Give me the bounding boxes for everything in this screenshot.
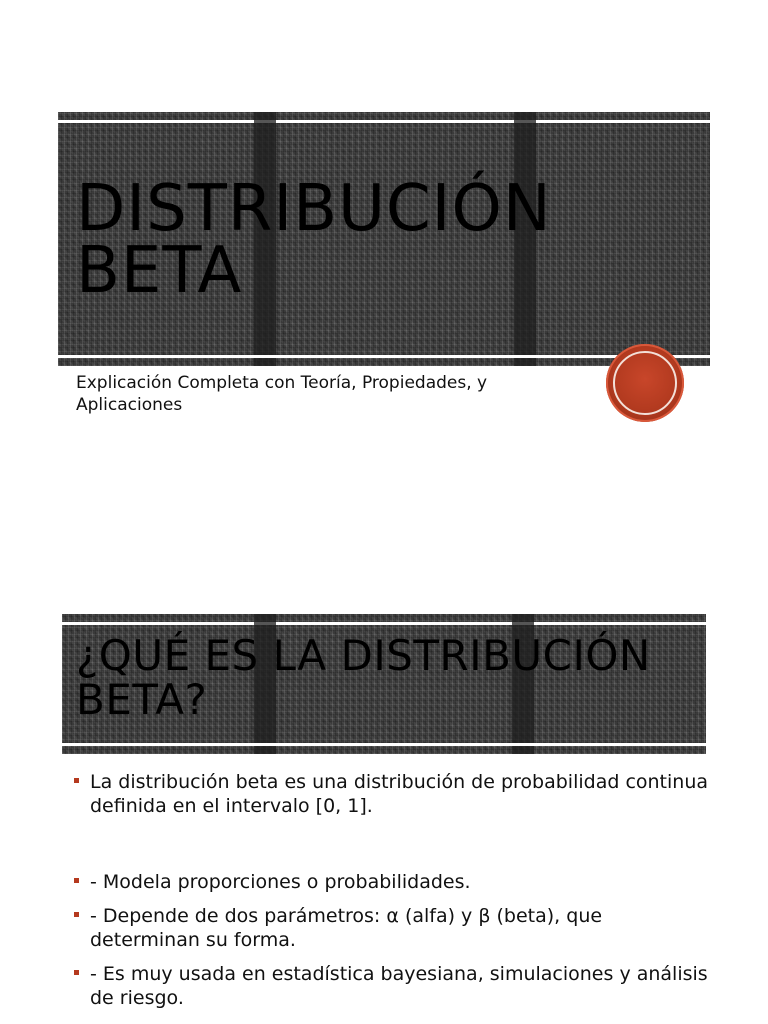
list-item-text: - Es muy usada en estadística bayesiana, simulaciones y análisis de riesgo. [90,963,708,1009]
bullet-square-icon [74,912,79,917]
list-item [72,904,712,952]
slide-subtitle: Explicación Completa con Teoría, Propiedades, y Aplicaciones [76,373,488,415]
list-item [72,770,712,818]
section-heading [76,631,696,724]
list-item-text: - Depende de dos parámetros: α (alfa) y β (beta), que determinan su forma. [90,905,603,951]
circle-badge-icon [606,344,684,422]
slide-title [76,172,676,308]
list-item [72,962,712,1010]
section-heading-line-2: BETA? [76,675,208,724]
bullet-square-icon [74,878,79,883]
slide-title-line-1: DISTRIBUCIÓN [76,172,552,246]
content-slide [0,512,768,1024]
bullet-list [72,770,712,1010]
section-heading-line-1: ¿QUÉ ES LA DISTRIBUCIÓN [76,631,651,680]
list-item-text: La distribución beta es una distribución de probabilidad continua definida en el intervalo [0, 1]. [90,771,709,817]
bullet-square-icon [74,778,79,783]
bullet-square-icon [74,970,79,975]
slide-title-line-2: BETA [76,234,243,308]
list-item [72,870,712,894]
list-item-text: - Modela proporciones o probabilidades. [90,871,471,893]
